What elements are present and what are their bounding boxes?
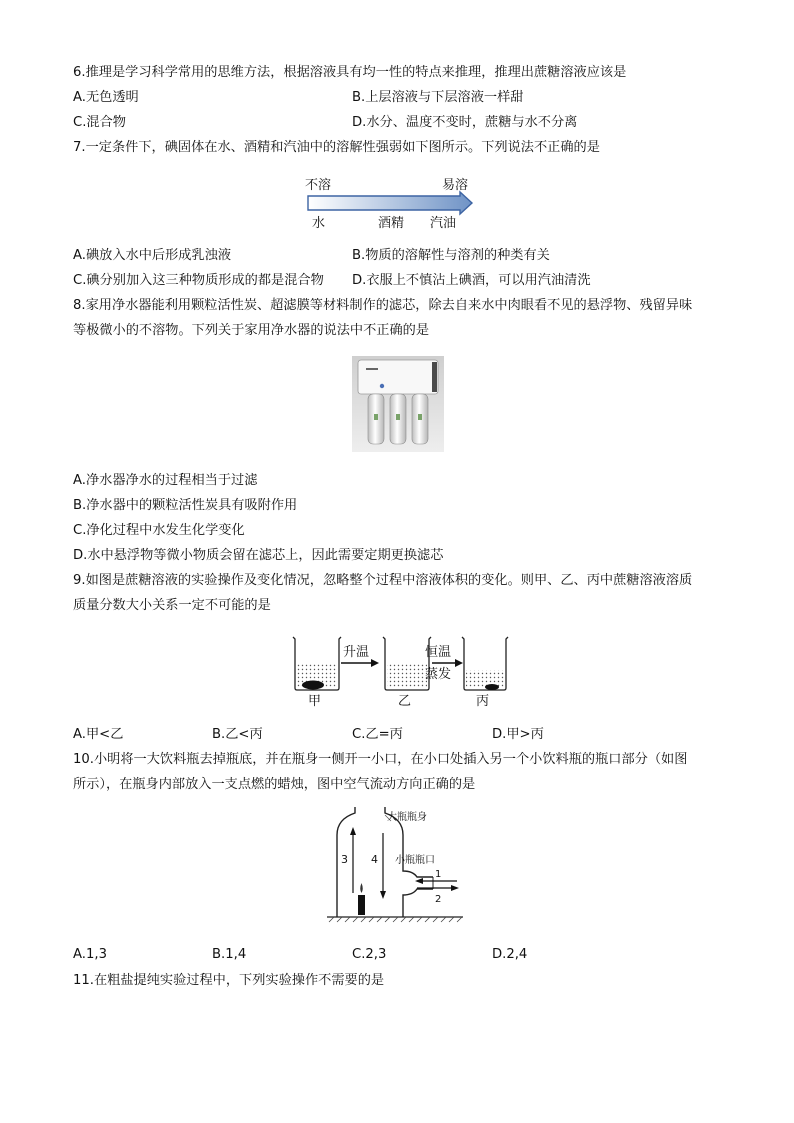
q7-gradient-arrow <box>308 192 472 214</box>
q10-bottle-figure <box>325 805 465 925</box>
q6-option-b: B.上层溶液与下层溶液一样甜 <box>352 90 524 105</box>
q9-step-evaporate: 蒸发 <box>425 667 452 682</box>
q9-option-c: C.乙=丙 <box>352 727 403 742</box>
q8-option-c: C.净化过程中水发生化学变化 <box>73 523 245 538</box>
arrow-label-1: 1 <box>435 869 442 880</box>
q7-solubility-figure <box>300 172 490 234</box>
label-big-bottle: 大瓶瓶身 <box>387 812 427 823</box>
q7-option-a: A.碘放入水中后形成乳浊液 <box>73 248 232 263</box>
q9-beaker-figure <box>285 632 510 708</box>
q7-option-c: C.碘分别加入这三种物质形成的都是混合物 <box>73 273 324 288</box>
q6-option-c: C.混合物 <box>73 115 126 130</box>
q6-stem: 6.推理是学习科学常用的思维方法，根据溶液具有均一性的特点来推理，推理出蔗糖溶液应该是 <box>73 65 627 80</box>
q8-option-a: A.净水器净水的过程相当于过滤 <box>73 473 258 488</box>
label-small-bottle: 小瓶瓶口 <box>395 855 435 866</box>
q7-solvent-gasoline: 汽油 <box>430 216 457 231</box>
q9-stem-line2: 质量分数大小关系一定不可能的是 <box>73 598 271 613</box>
q7-option-d: D.衣服上不慎沾上碘酒，可以用汽油清洗 <box>352 273 591 288</box>
candle <box>358 895 365 915</box>
q10-stem-line2: 所示），在瓶身内部放入一支点燃的蜡烛，图中空气流动方向正确的是 <box>73 777 476 792</box>
beaker-bing <box>462 637 508 690</box>
q7-label-insoluble: 不溶 <box>305 178 332 193</box>
q9-step-const-temp: 恒温 <box>425 645 452 660</box>
q8-stem-line1: 8.家用净水器能利用颗粒活性炭、超滤膜等材料制作的滤芯，除去自来水中肉眼看不见的悬浮物、残留异味 <box>73 298 693 313</box>
arrow-label-4: 4 <box>371 853 378 866</box>
q10-option-b: B.1,4 <box>212 947 247 962</box>
arrow-label-3: 3 <box>341 853 348 866</box>
beaker-label-yi: 乙 <box>398 694 412 708</box>
q9-stem-line1: 9.如图是蔗糖溶液的实验操作及变化情况，忽略整个过程中溶液体积的变化。则甲、乙、丙中蔗糖溶液溶质 <box>73 573 693 588</box>
q9-option-b: B.乙<丙 <box>212 727 263 742</box>
q8-option-b: B.净水器中的颗粒活性炭具有吸附作用 <box>73 498 298 513</box>
q9-option-d: D.甲>丙 <box>492 727 544 742</box>
q9-step-heat: 升温 <box>343 645 370 660</box>
q10-option-d: D.2,4 <box>492 947 528 962</box>
beaker-jia <box>293 637 341 690</box>
q8-option-d: D.水中悬浮物等微小物质会留在滤芯上，因此需要定期更换滤芯 <box>73 548 444 563</box>
q7-solvent-water: 水 <box>312 216 326 231</box>
q7-option-b: B.物质的溶解性与溶剂的种类有关 <box>352 248 550 263</box>
beaker-yi <box>383 637 431 690</box>
candle-flame <box>360 883 363 893</box>
q7-solvent-alcohol: 酒精 <box>378 216 405 231</box>
q6-option-d: D.水分、温度不变时，蔗糖与水不分离 <box>352 115 578 130</box>
beaker-label-jia: 甲 <box>308 694 322 708</box>
q11-stem: 11.在粗盐提纯实验过程中，下列实验操作不需要的是 <box>73 973 385 988</box>
q10-stem-line1: 10.小明将一大饮料瓶去掉瓶底，并在瓶身一侧开一小口，在小口处插入另一个小饮料瓶的瓶口部分（如图 <box>73 752 688 767</box>
q7-label-soluble: 易溶 <box>442 178 469 193</box>
q7-stem: 7.一定条件下，碘固体在水、酒精和汽油中的溶解性强弱如下图所示。下列说法不正确的是 <box>73 140 600 155</box>
q10-option-c: C.2,3 <box>352 947 387 962</box>
q10-option-a: A.1,3 <box>73 947 107 962</box>
beaker-label-bing: 丙 <box>476 694 490 708</box>
q6-option-a: A.无色透明 <box>73 90 139 105</box>
arrow-label-2: 2 <box>435 894 442 905</box>
q8-stem-line2: 等极微小的不溶物。下列关于家用净水器的说法中不正确的是 <box>73 323 430 338</box>
water-purifier-photo <box>352 356 444 452</box>
q9-option-a: A.甲<乙 <box>73 727 124 742</box>
